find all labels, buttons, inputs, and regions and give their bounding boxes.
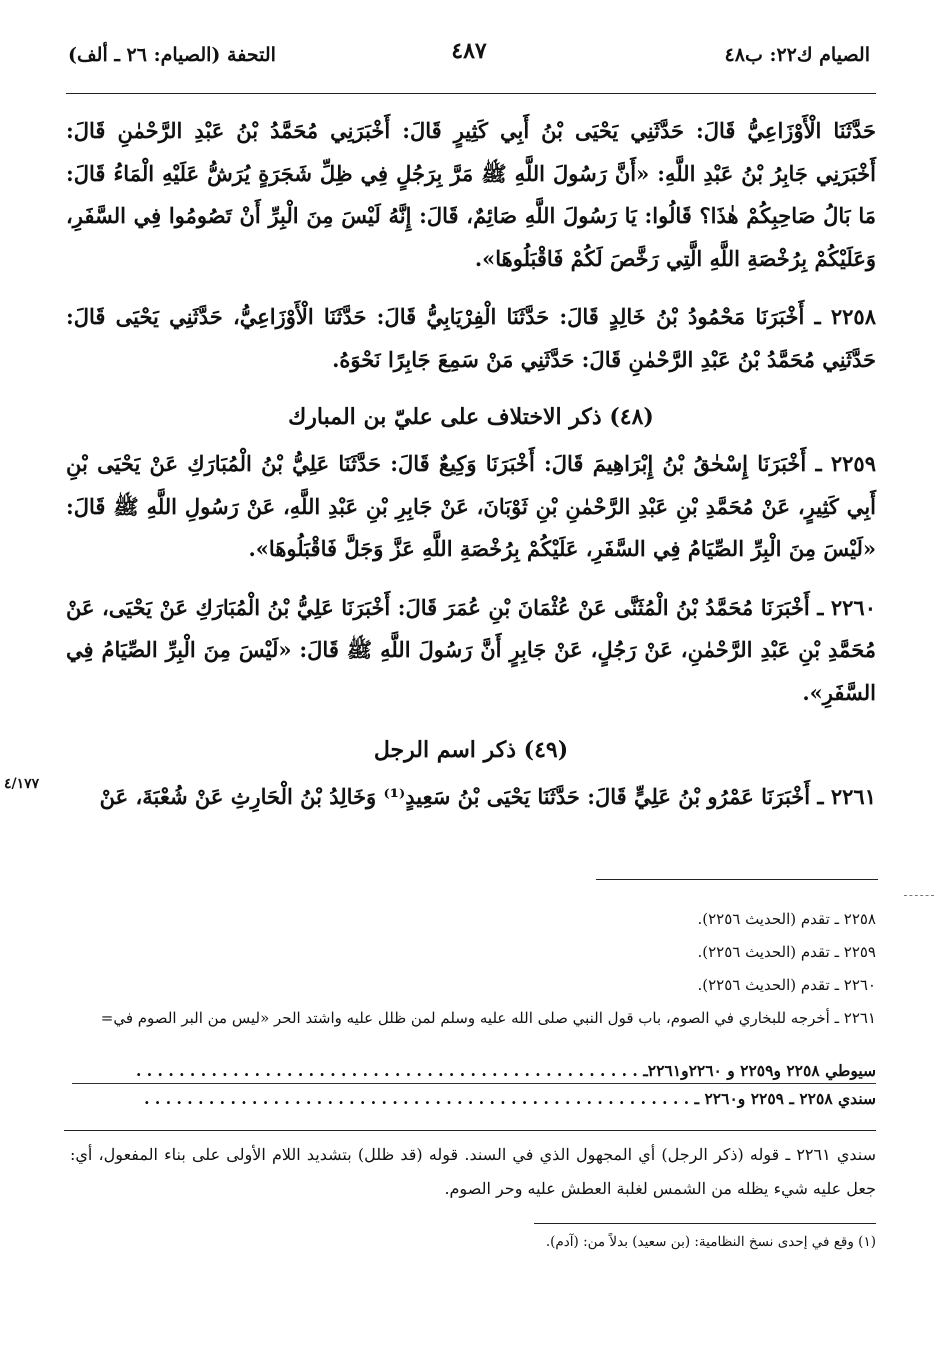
main-text bbox=[66, 110, 876, 835]
ref-suyuti: سيوطي ٢٢٥٨ و٢٢٥٩ و ٢٢٦٠و٢٢٦١ـ . . . . . . . . . . . . . . . . . . . . . . . . . . . . . . . . . . . . . . . . . . . . . . . bbox=[135, 1061, 876, 1080]
header-chapter-ref: الصيام ك٢٢: ب٤٨ bbox=[724, 44, 870, 66]
refs-divider bbox=[72, 1083, 876, 1084]
header-tuhfa-ref: التحفة (الصيام: ٢٦ ـ ألف) bbox=[68, 44, 276, 66]
ref-sindi: سندي ٢٢٥٨ ـ ٢٢٥٩ و٢٢٦٠ ـ . . . . . . . . . . . . . . . . . . . . . . . . . . . . . . . . . . . . . . . . . . . . . . . . . . . bbox=[144, 1089, 876, 1108]
takhrij-notes bbox=[60, 903, 876, 1035]
running-header bbox=[60, 38, 878, 74]
note-2258: ٢٢٥٨ ـ تقدم (الحديث ٢٢٥٦). bbox=[697, 910, 876, 928]
notes-separator bbox=[596, 879, 878, 880]
hadith-2261: ٢٢٦١ ـ أَخْبَرَنَا عَمْرُو بْنُ عَلِيٍّ قَالَ: حَدَّثَنَا يَحْيَى بْنُ سَعِيدٍ⁽¹⁾ وَخَالِدُ بْنُ الْحَارِثِ عَنْ شُعْبَةَ، عَنْ bbox=[99, 784, 876, 809]
footnote: (١) وقع في إحدى نسخ النظامية: (بن سعيد) بدلاً من: (آدم). bbox=[545, 1234, 876, 1250]
note-2261: ٢٢٦١ ـ أخرجه للبخاري في الصوم، باب قول النبي صلى الله عليه وسلم لمن ظلل عليه واشتد الحر «ليس من البر الصوم في= bbox=[100, 1009, 876, 1027]
commentary-refs bbox=[72, 1057, 876, 1113]
header-rule bbox=[66, 93, 876, 94]
note-2260: ٢٢٦٠ ـ تقدم (الحديث ٢٢٥٦). bbox=[697, 976, 876, 994]
note-2259: ٢٢٥٩ ـ تقدم (الحديث ٢٢٥٦). bbox=[697, 943, 876, 961]
hadith-continuation: حَدَّثَنَا الْأَوْزَاعِيُّ قَالَ: حَدَّثَنِي يَحْيَى بْنُ أَبِي كَثِيرٍ قَالَ: أَخْبَرَنِي مُحَمَّدُ بْنُ عَبْدِ الرَّحْمٰنِ قَالَ: أَخْبَرَنِي جَابِرُ بْنُ عَبْدِ اللَّهِ: «أَنَّ رَسُولَ اللَّهِ ﷺ مَرَّ بِرَجُلٍ فِي ظِلِّ شَجَرَةٍ يُرَشُّ عَلَيْهِ الْمَاءُ قَالَ: مَا بَالُ صَاحِبِكُمْ هٰذَا؟ قَالُوا: يَا رَسُولَ اللَّهِ صَائِمٌ، قَالَ: إِنَّهُ لَيْسَ مِنَ الْبِرِّ أَنْ تَصُومُوا فِي السَّفَرِ، وَعَلَيْكُمْ بِرُخْصَةِ اللَّهِ الَّتِي رَخَّصَ لَكُمْ فَاقْبَلُوهَا». bbox=[66, 118, 876, 271]
margin-dash bbox=[904, 895, 934, 896]
page-number: ٤٨٧ bbox=[451, 38, 487, 64]
commentary-rule bbox=[64, 1130, 876, 1131]
chapter-heading-49: (٤٩) ذكر اسم الرجل bbox=[373, 737, 569, 763]
sindi-commentary: سندي ٢٢٦١ ـ قوله (ذكر الرجل) أي المجهول الذي في السند. قوله (قد ظلل) بتشديد اللام الأولى على بناء المفعول، أي: جعل عليه شيء يظله من الشمس لغلبة العطش عليه وحر الصوم. bbox=[70, 1145, 877, 1198]
footnote-rule bbox=[534, 1223, 876, 1224]
hadith-2258: ٢٢٥٨ ـ أَخْبَرَنَا مَحْمُودُ بْنُ خَالِدٍ قَالَ: حَدَّثَنَا الْفِرْيَابِيُّ قَالَ: حَدَّثَنَا الْأَوْزَاعِيُّ، حَدَّثَنِي يَحْيَى قَالَ: حَدَّثَنِي مُحَمَّدُ بْنُ عَبْدِ الرَّحْمٰنِ قَالَ: حَدَّثَنِي مَنْ سَمِعَ جَابِرًا نَحْوَهُ. bbox=[66, 304, 876, 372]
hadith-2259: ٢٢٥٩ ـ أَخْبَرَنَا إِسْحٰقُ بْنُ إِبْرَاهِيمَ قَالَ: أَخْبَرَنَا وَكِيعٌ قَالَ: حَدَّثَنَا عَلِيُّ بْنُ الْمُبَارَكِ عَنْ يَحْيَى بْنِ أَبِي كَثِيرٍ، عَنْ مُحَمَّدِ بْنِ عَبْدِ الرَّحْمٰنِ بْنِ ثَوْبَانَ، عَنْ جَابِرِ بْنِ عَبْدِ اللَّهِ، عَنْ رَسُولِ اللَّهِ ﷺ قَالَ: «لَيْسَ مِنَ الْبِرِّ الصِّيَامُ فِي السَّفَرِ، عَلَيْكُمْ بِرُخْصَةِ اللَّهِ عَزَّ وَجَلَّ فَاقْبَلُوهَا». bbox=[66, 451, 876, 561]
hadith-2260: ٢٢٦٠ ـ أَخْبَرَنَا مُحَمَّدُ بْنُ الْمُثَنَّى عَنْ عُثْمَانَ بْنِ عُمَرَ قَالَ: أَخْبَرَنَا عَلِيُّ بْنُ الْمُبَارَكِ عَنْ يَحْيَى، عَنْ مُحَمَّدِ بْنِ عَبْدِ الرَّحْمٰنِ، عَنْ رَجُلٍ، عَنْ جَابِرٍ أَنَّ رَسُولَ اللَّهِ ﷺ قَالَ: «لَيْسَ مِنَ الْبِرِّ الصِّيَامُ فِي السَّفَرِ». bbox=[66, 594, 876, 705]
margin-reference: ٤/١٧٧ bbox=[4, 776, 40, 792]
chapter-heading-48: (٤٨) ذكر الاختلاف على عليّ بن المبارك bbox=[288, 404, 654, 430]
